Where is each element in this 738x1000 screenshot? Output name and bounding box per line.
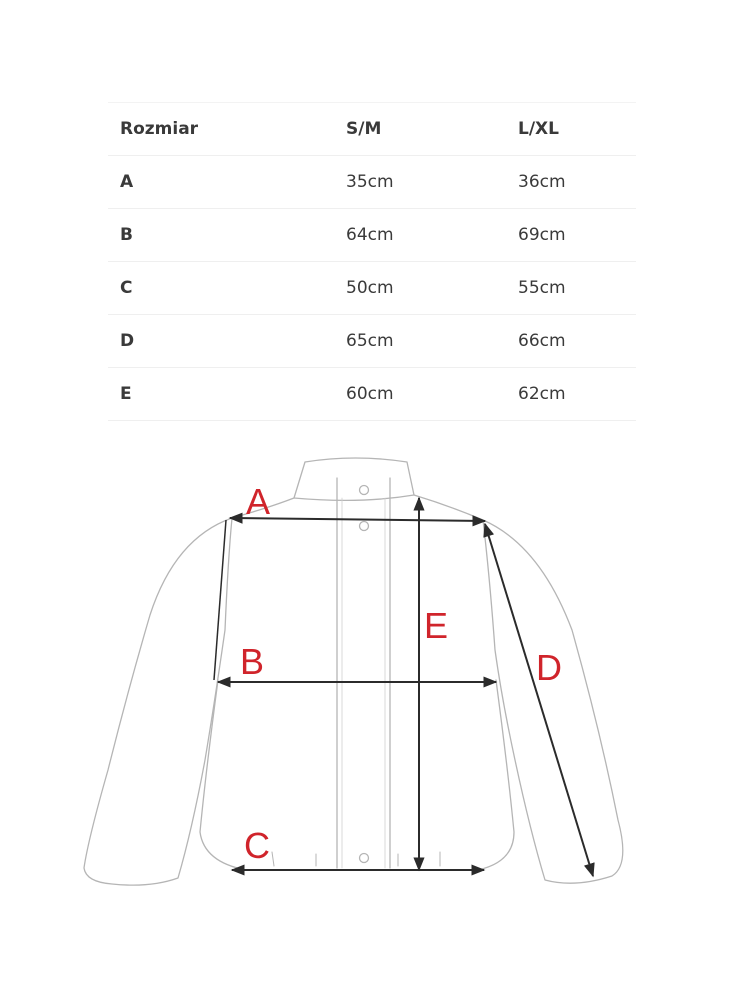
button-icon (360, 854, 369, 863)
table-row (108, 156, 636, 209)
button-icon (360, 522, 369, 531)
header-sm: S/M (346, 119, 382, 139)
label-a: A (246, 481, 271, 522)
table-row (108, 368, 636, 421)
table-row (108, 315, 636, 368)
button-icon (360, 486, 369, 495)
value-sm: 65cm (346, 331, 394, 351)
value-lxl: 36cm (518, 172, 566, 192)
value-sm: 60cm (346, 384, 394, 404)
value-lxl: 66cm (518, 331, 566, 351)
label-e: E (424, 605, 449, 646)
row-label: D (120, 331, 135, 351)
header-lxl: L/XL (518, 119, 559, 139)
header-size: Rozmiar (120, 119, 199, 139)
row-label: B (120, 225, 133, 245)
value-sm: 50cm (346, 278, 394, 298)
size-table (108, 102, 636, 421)
value-sm: 35cm (346, 172, 394, 192)
jacket-illustration (0, 440, 738, 1000)
label-d: D (536, 647, 562, 688)
row-label: A (120, 172, 134, 192)
row-label: E (120, 384, 132, 404)
side-guide-line (214, 520, 226, 680)
value-lxl: 62cm (518, 384, 566, 404)
row-label: C (120, 278, 133, 298)
label-c: C (244, 825, 270, 866)
value-lxl: 69cm (518, 225, 566, 245)
value-sm: 64cm (346, 225, 394, 245)
collar-outline (294, 458, 414, 500)
table-row (108, 209, 636, 262)
label-b: B (240, 641, 265, 682)
arrow-d (485, 524, 593, 876)
table-row (108, 262, 636, 315)
value-lxl: 55cm (518, 278, 566, 298)
right-sleeve-outline (414, 495, 623, 883)
jacket-measurement-diagram (0, 440, 738, 1000)
table-header-row (108, 102, 636, 156)
placket-outline (337, 478, 390, 868)
